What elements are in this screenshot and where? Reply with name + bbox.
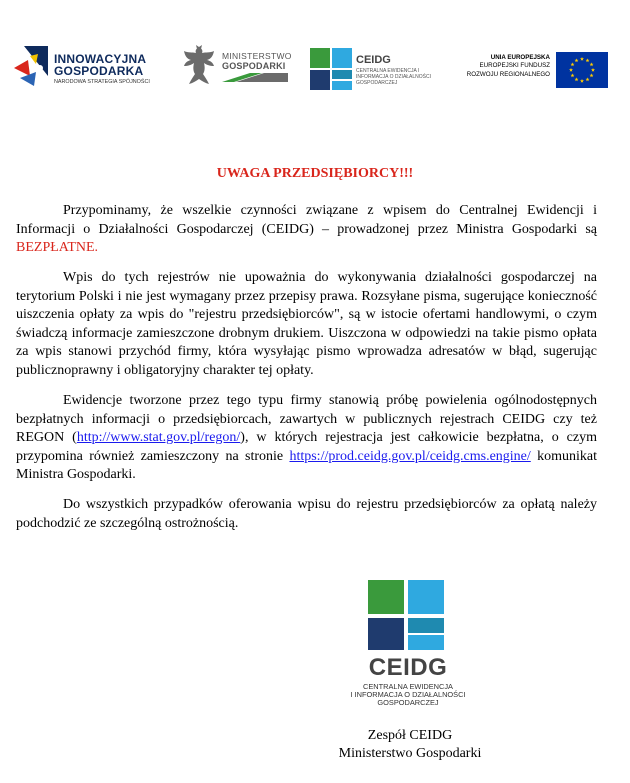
signature-ministry: Ministerstwo Gospodarki xyxy=(338,746,482,761)
eu-fund-text xyxy=(458,54,550,79)
paragraph-not-required: Wpis do tych rejestrów nie upoważnia do wykonywania działalności gospodarczej na terytorium Polski i nie jest wymagany przez przepisy prawa. Rozsyłane pisma, sugerujące konieczność uiszczenia opłaty za wpis do "rejestru przedsiębiorców", są w istocie ofertami handlowymi, o czym świadczą informacje zamieszczone drobnym drukiem. Uiszczona w odpowiedzi na takie pismo opłata za wpis stanowi przychód firmy, która wysyłając pismo wprowadza adresatów w błąd, sugerując publicznoprawny i obligatoryjny charakter tej opłaty. xyxy=(16,270,597,378)
ceidg-cms-link[interactable]: https://prod.ceidg.gov.pl/ceidg.cms.engine/ xyxy=(289,448,531,464)
ceidg-large-mark-icon xyxy=(368,580,444,650)
paragraph-duplicate-registries xyxy=(16,392,597,485)
paragraph-caution: Do wszystkich przypadków oferowania wpisu do rejestru przedsiębiorców za opłatą należy podchodzić ze szczególną ostrożnością. xyxy=(16,497,597,531)
innowacyjna-gospodarka-mark-icon xyxy=(14,46,48,86)
ceidg-mark-icon xyxy=(310,48,352,90)
ceidg-footer-subtitle xyxy=(338,683,478,708)
ceidg-footer-name: CEIDG xyxy=(368,654,448,681)
free-highlight: BEZPŁATNE. xyxy=(16,240,99,255)
ceidg-header-name: CEIDG xyxy=(356,54,391,66)
ceidg-footer-line2: I INFORMACJA O DZIAŁALNOŚCI xyxy=(350,690,466,700)
p1-text: Przypominamy, że wszelkie czynności związane z wpisem do Centralnej Ewidencji i Informacji o Działalności Gospodarczej (CEIDG) – prowadzonej przez Ministra Gospodarki są xyxy=(16,203,597,237)
paragraph-free-registration xyxy=(16,202,597,258)
eu-fund-logo xyxy=(458,52,614,88)
p3-part3: komunikat Ministra Gospodarki. xyxy=(16,448,597,482)
eu-flag-icon xyxy=(556,52,608,88)
eu-line3: ROZWOJU REGIONALNEGO xyxy=(466,70,550,78)
innowacyjna-line1: INNOWACYJNA xyxy=(54,52,147,66)
innowacyjna-gospodarka-title xyxy=(54,53,146,77)
ceidg-header-subtitle: CENTRALNA EWIDENCJA I INFORMACJA O DZIAŁALNOŚCI GOSPODARCZEJ xyxy=(356,68,432,86)
ministerstwo-stripe-icon xyxy=(222,73,288,82)
ministerstwo-line1: MINISTERSTWO xyxy=(222,51,292,61)
eu-line2: EUROPEJSKI FUNDUSZ xyxy=(479,62,550,70)
innowacyjna-subtitle: NARODOWA STRATEGIA SPÓJNOŚCI xyxy=(54,79,150,85)
eagle-emblem-icon xyxy=(180,44,218,88)
ceidg-footer-line1: CENTRALNA EWIDENCJA xyxy=(363,682,453,691)
innowacyjna-gospodarka-logo xyxy=(14,46,164,90)
ceidg-footer-logo xyxy=(338,580,488,710)
signature xyxy=(310,727,510,763)
signature-team: Zespół CEIDG xyxy=(367,728,453,743)
p3-part1: Ewidencje tworzone przez tego typu firmy stanowią próbę powielenia ogólnodostępnych bezpłatnych informacji o przedsiębiorcach, zawartych w publicznych rejestrach CEIDG czy też REGON ( xyxy=(16,393,597,445)
ceidg-footer-line3: GOSPODARCZEJ xyxy=(377,698,439,708)
ministerstwo-gospodarki-logo xyxy=(180,44,290,90)
regon-link[interactable]: http://www.stat.gov.pl/regon/ xyxy=(76,430,241,445)
innowacyjna-line2: GOSPODARKA xyxy=(54,64,144,78)
ministerstwo-line2: GOSPODARKI xyxy=(222,61,286,71)
warning-heading: UWAGA PRZEDSIĘBIORCY!!! xyxy=(216,166,414,181)
ceidg-header-logo xyxy=(310,48,450,92)
eu-line1: UNIA EUROPEJSKA xyxy=(490,54,550,61)
p3-part2: ), w których rejestracja jest całkowicie bezpłatna, o czym przypomina również zamieszczony na stronie xyxy=(16,430,597,464)
